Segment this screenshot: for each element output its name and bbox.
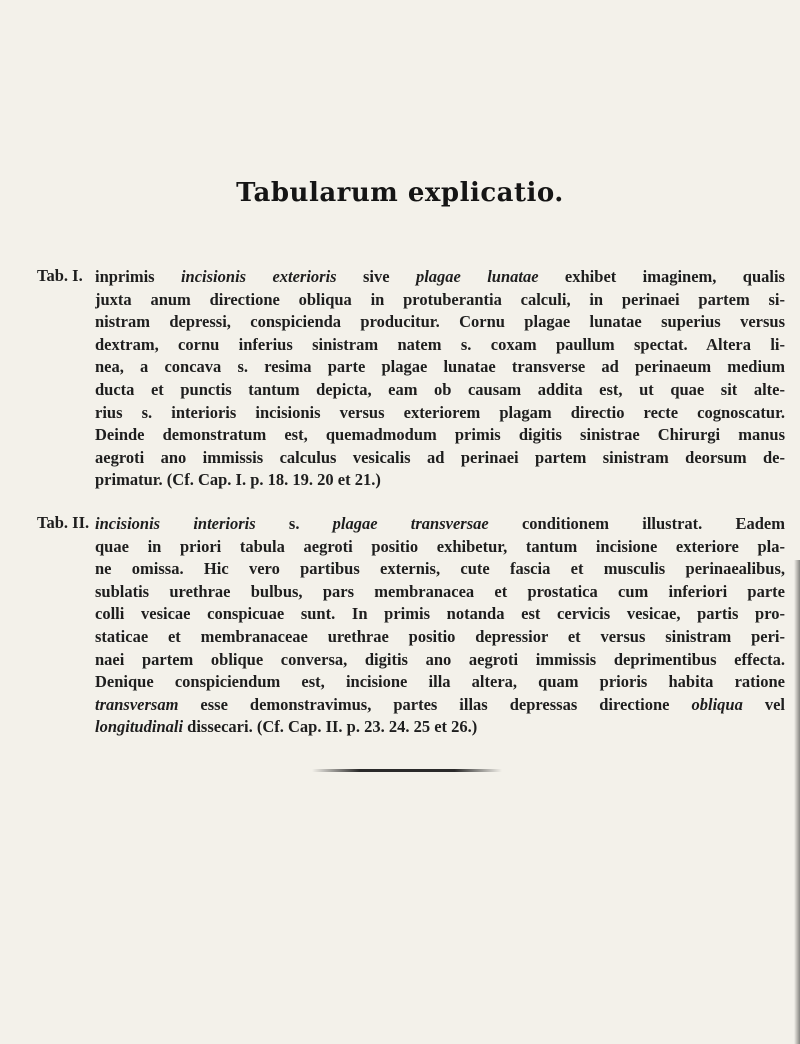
text-line — [95, 581, 785, 604]
plate-label: Tab. II. — [37, 513, 90, 532]
italic-term: obliqua — [691, 694, 743, 714]
text-run: Denique conspiciendum est, incisione illa altera, quam prioris habita ratione — [95, 672, 785, 692]
text-line — [95, 289, 785, 312]
text-run: sublatis urethrae bulbus, pars membranacea et prostatica cum inferiori parte — [95, 581, 785, 601]
text-line — [95, 266, 785, 289]
text-line — [95, 603, 785, 626]
text-line — [95, 379, 785, 402]
text-run: exhibet imaginem, qualis — [538, 267, 785, 286]
italic-term: incisionis interioris — [95, 514, 256, 533]
text-line — [95, 558, 785, 581]
divider-rule — [312, 769, 502, 772]
text-run: aegroti ano immissis calculus vesicalis ad perinaei partem sinistram deorsum de- — [95, 447, 785, 467]
text-run: sive — [336, 267, 416, 286]
text-run: staticae et membranaceae urethrae positio depressior et versus sinistram peri- — [95, 626, 785, 646]
text-line — [95, 447, 785, 470]
italic-term: plagae transversae — [332, 514, 489, 533]
plate-description — [95, 513, 785, 739]
text-run: juxta anum directione obliqua in protuberantia calculi, in perinaei partem si- — [95, 289, 785, 309]
text-run: s. — [255, 514, 333, 533]
italic-term: transversam — [95, 694, 179, 714]
text-line — [95, 649, 785, 672]
plate-description — [95, 266, 785, 492]
italic-term: plagae lunatae — [415, 267, 539, 286]
italic-term: longitudinali — [95, 717, 184, 737]
text-run: dissecari. (Cf. Cap. II. p. 23. 24. 25 et 26.) — [183, 717, 478, 737]
text-line — [95, 334, 785, 357]
text-line — [95, 716, 785, 739]
text-run: colli vesicae conspicuae sunt. In primis notanda est cervicis vesicae, partis pro- — [95, 604, 785, 624]
text-line — [95, 356, 785, 379]
text-line — [95, 536, 785, 559]
text-line — [95, 469, 785, 492]
text-run: ducta et punctis tantum depicta, eam ob causam addita est, ut quae sit alte- — [95, 379, 785, 399]
plate-label: Tab. I. — [37, 266, 83, 285]
text-run: quae in priori tabula aegroti positio exhibetur, tantum incisione exteriore pla- — [95, 536, 785, 556]
italic-term: incisionis exterioris — [180, 267, 337, 286]
text-run: vel — [742, 694, 785, 714]
text-line — [95, 402, 785, 425]
text-run: conditionem illustrat. Eadem — [488, 514, 785, 533]
text-run: ne omissa. Hic vero partibus externis, cute fascia et musculis perinaealibus, — [95, 559, 785, 579]
text-line — [95, 626, 785, 649]
text-run: inprimis — [95, 267, 181, 286]
text-line — [95, 311, 785, 334]
text-line — [95, 513, 785, 536]
text-line — [95, 694, 785, 717]
text-run: esse demonstravimus, partes illas depressas directione — [178, 694, 692, 714]
page-edge-shadow — [794, 560, 800, 1044]
text-run: nea, a concava s. resima parte plagae lunatae transverse ad perinaeum medium — [95, 357, 785, 377]
text-line — [95, 424, 785, 447]
text-run: dextram, cornu inferius sinistram natem s. coxam paullum spectat. Altera li- — [95, 334, 785, 354]
text-run: rius s. interioris incisionis versus exteriorem plagam directio recte cognoscatur. — [95, 402, 785, 422]
page-title: Tabularum explicatio. — [236, 178, 564, 208]
text-run: Deinde demonstratum est, quemadmodum primis digitis sinistrae Chirurgi manus — [95, 425, 785, 445]
text-run: naei partem oblique conversa, digitis ano aegroti immissis deprimentibus effecta. — [95, 649, 785, 669]
text-run: nistram depressi, conspicienda producitur. Cornu plagae lunatae superius versus — [95, 312, 785, 332]
text-run: primatur. (Cf. Cap. I. p. 18. 19. 20 et 21.) — [95, 470, 381, 490]
text-line — [95, 671, 785, 694]
